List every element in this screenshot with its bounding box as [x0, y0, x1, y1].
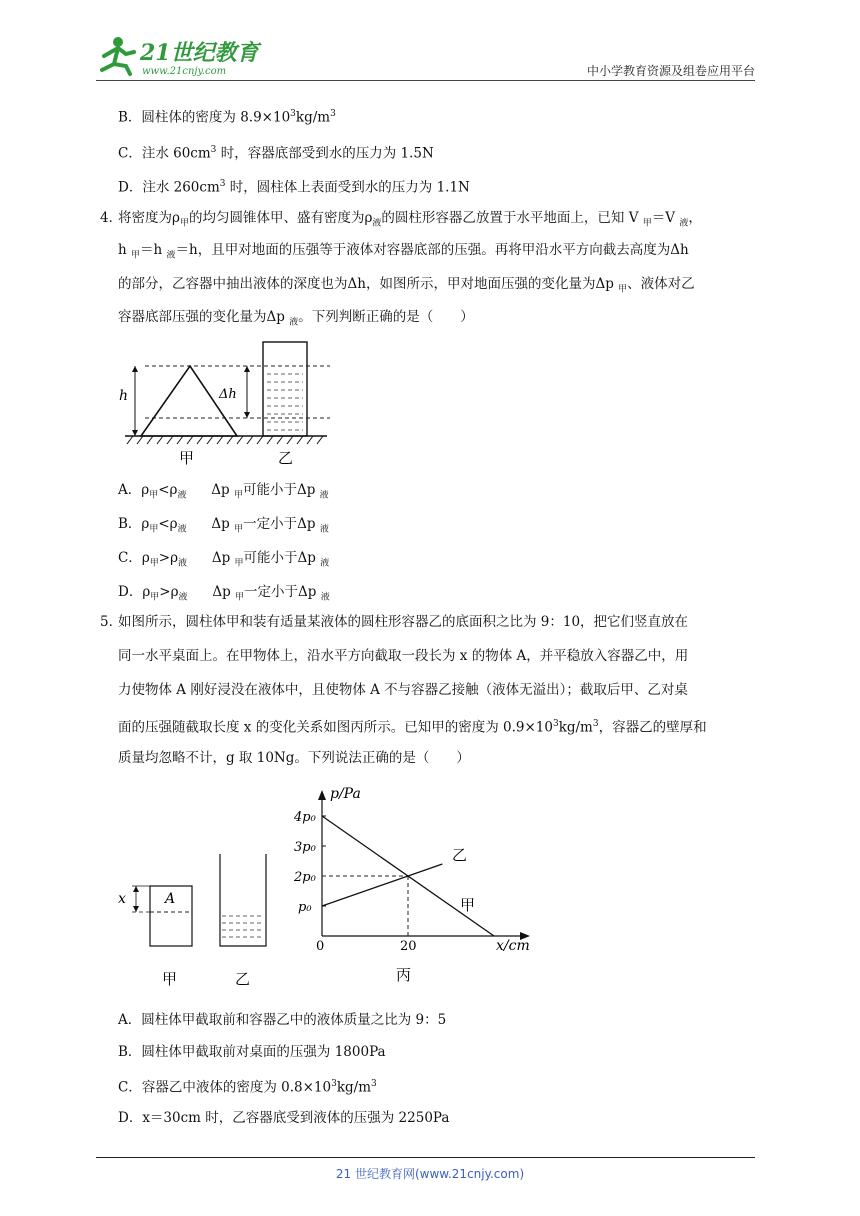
footer-divider: [96, 1157, 755, 1158]
q3-option-d: D．注水 $260cm^3$ 时，圆柱体上表面受到水的压力为 1.1N: [118, 179, 470, 196]
q5-option-d: D．x＝30cm 时，乙容器底受到液体的压强为 2250Pa: [118, 1110, 450, 1126]
footer-text: 21 世纪教育网(www.21cnjy.com): [335, 1167, 525, 1181]
q4-figure: [115, 338, 335, 468]
q5-line-2: 同一水平桌面上。在甲物体上，沿水平方向截取一段长为 x 的物体 A，并平稳放入容器乙中，用: [118, 648, 689, 664]
y-axis-label: p/Pa: [330, 786, 361, 802]
q3-option-c: C．注水 $60cm^3$ 时，容器底部受到水的压力为 1.5N: [118, 145, 434, 162]
y-tick-4p0: 4p₀: [294, 810, 316, 825]
q4-option-b: B．$\rho_甲<\rho_液$ Δp $_甲$一定小于Δp $_液$: [118, 516, 329, 535]
label-jia: 甲: [179, 449, 195, 467]
origin-label: 0: [316, 939, 325, 954]
y-tick-p0: p₀: [298, 900, 312, 915]
pressure-chart: [292, 782, 542, 992]
q5-objects-figure: [112, 846, 292, 996]
container-yi: [220, 854, 266, 946]
series-line-yi: [322, 864, 442, 906]
series-label-yi: 乙: [452, 846, 468, 864]
q4-line-3: 的部分，乙容器中抽出液体的深度也为Δh，如图所示，甲对地面压强的变化量为Δp $_甲$、液体对乙: [118, 276, 695, 295]
label-jia: 甲: [162, 970, 178, 988]
series-label-jia: 甲: [460, 896, 476, 914]
q4-line-1: 将密度为$\rho_甲$的均匀圆锥体甲、盛有密度为$\rho_液$的圆柱形容器乙放置于水平地面上，已知 V $_甲$＝V $_液$，: [118, 210, 702, 229]
x-tick-20: 20: [400, 939, 417, 954]
q5-option-b: B．圆柱体甲截取前对桌面的压强为 1800Pa: [118, 1044, 386, 1060]
label-yi: 乙: [235, 970, 251, 988]
q5-line-3: 力使物体 A 刚好浸没在液体中，且使物体 A 不与容器乙接触（液体无溢出）；截取后甲、乙对桌: [118, 682, 688, 698]
q5-line-4: 面的压强随截取长度 x 的变化关系如图丙所示。已知甲的密度为 $0.9\times 10^3kg/m^3$，容器乙的壁厚和: [118, 719, 707, 736]
figure-label-bing: 丙: [396, 966, 412, 984]
q4-line-4: 容器底部压强的变化量为Δp $_液$。下列判断正确的是（ ）: [118, 309, 474, 328]
label-A: A: [165, 891, 176, 907]
logo-url: www.21cnjy.com: [142, 66, 227, 77]
y-axis-arrow: [318, 790, 326, 800]
y-tick-3p0: 3p₀: [294, 840, 316, 855]
q4-option-c: C．$\rho_甲>\rho_液$ Δp $_甲$可能小于Δp $_液$: [118, 550, 330, 569]
q5-option-a: A．圆柱体甲截取前和容器乙中的液体质量之比为 9：5: [118, 1012, 447, 1028]
label-h: h: [119, 388, 129, 404]
q5-line-1: 如图所示，圆柱体甲和装有适量某液体的圆柱形容器乙的底面积之比为 9：10，把它们竖直放在: [118, 614, 689, 630]
q5-option-c: C．容器乙中液体的密度为 $0.8\times 10^3kg/m^3$: [118, 1079, 377, 1096]
header-platform-text: 中小学教育资源及组卷应用平台: [586, 64, 755, 78]
q5-number: 5．: [100, 614, 123, 630]
label-yi: 乙: [278, 449, 294, 467]
site-logo: [96, 34, 266, 78]
runner-icon: [102, 37, 134, 74]
header-divider: [96, 80, 755, 81]
q4-option-a: A．$\rho_甲<\rho_液$ Δp $_甲$可能小于Δp $_液$: [118, 482, 329, 501]
q3-option-b: B．圆柱体的密度为 $8.9\times 10^3kg/m^3$: [118, 109, 336, 126]
q4-number: 4．: [100, 210, 123, 226]
y-tick-2p0: 2p₀: [294, 870, 316, 885]
q4-option-d: D．$\rho_甲>\rho_液$ Δp $_甲$一定小于Δp $_液$: [118, 584, 330, 603]
logo-text: 21世纪教育: [140, 40, 259, 66]
label-x: x: [118, 891, 126, 907]
label-delta-h: Δh: [219, 387, 237, 402]
q4-line-2: h $_甲$＝h $_液$＝h，且甲对地面的压强等于液体对容器底部的压强。再将甲沿水平方向截去高度为Δh: [118, 242, 689, 261]
x-axis-label: x/cm: [496, 938, 530, 954]
q5-line-5: 质量均忽略不计，g 取 10Ng。下列说法正确的是（ ）: [118, 750, 470, 766]
